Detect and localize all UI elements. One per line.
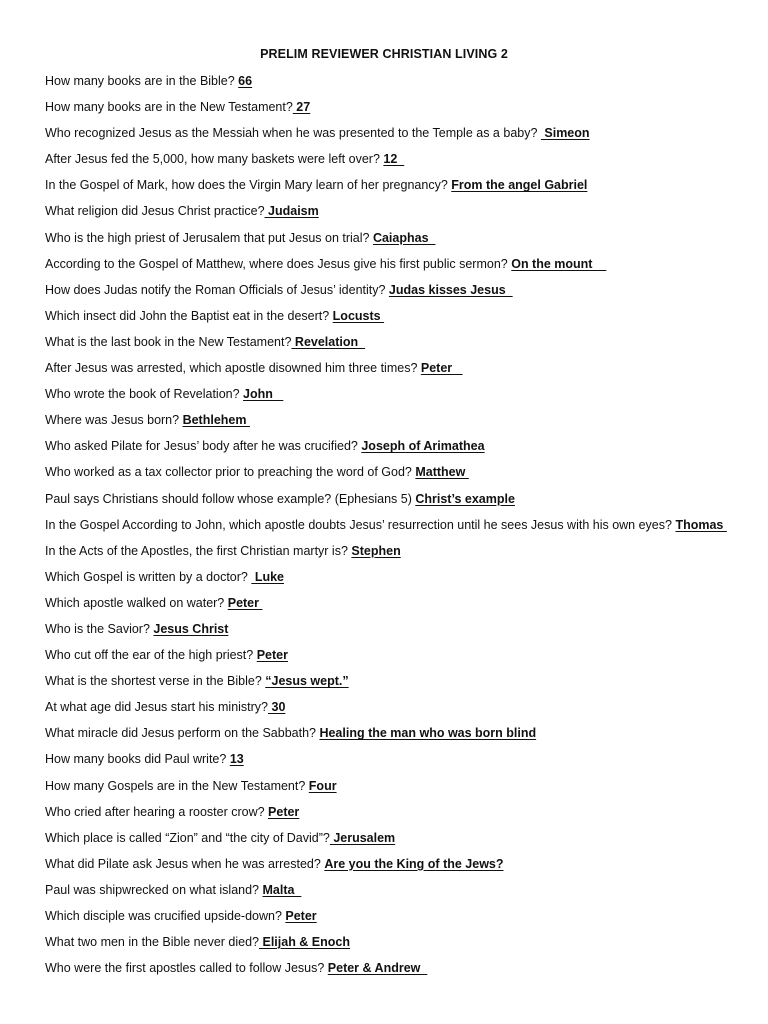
qa-item [45,515,760,541]
answer-text: Peter [285,909,317,923]
qa-item [45,958,760,984]
document-title: PRELIM REVIEWER CHRISTIAN LIVING 2 [260,47,508,61]
answer-text: Four [308,778,337,793]
qa-item [45,906,760,932]
qa-item [45,776,760,802]
answer-text: Peter [256,648,288,663]
question-text: Paul says Christians should follow whose example? (Ephesians 5) [45,491,416,506]
question-text: Who worked as a tax collector prior to preaching the word of God? [45,465,416,480]
answer-text: Judaism [264,204,319,219]
question-text: Which disciple was crucified upside-down? [45,909,286,923]
answer-text: Are you the King of the Jews? [324,856,504,871]
question-text: Paul was shipwrecked on what island? [45,882,263,897]
answer-text: Judas kisses Jesus [388,282,513,297]
answer-text: Joseph of Arimathea [361,439,485,454]
question-text: In the Acts of the Apostles, the first Christian martyr is? [45,543,352,558]
qa-item [45,723,760,749]
qa-item [45,71,760,97]
question-text: At what age did Jesus start his ministry? [45,700,269,715]
answer-text: 12 [383,152,405,167]
qa-item [45,593,760,619]
question-text: Who is the Savior? [45,621,154,636]
question-text: What miracle did Jesus perform on the Sabbath? [45,726,320,741]
qa-item [45,462,760,488]
answer-text: Matthew [415,465,469,480]
question-text: In the Gospel of Mark, how does the Virgin Mary learn of her pregnancy? [45,178,452,193]
answer-text: Stephen [351,543,401,558]
qa-item [45,489,760,515]
answer-text: John [243,387,284,402]
question-text: Who cut off the ear of the high priest? [45,648,257,663]
qa-item [45,619,760,645]
qa-item [45,410,760,436]
question-text: In the Gospel According to John, which apostle doubts Jesus’ resurrection until he sees Jesus with his own eyes? [45,517,676,532]
answer-text: 27 [292,100,311,115]
qa-item [45,854,760,880]
question-text: How many books are in the Bible? [45,74,239,88]
question-answer-list [45,71,760,984]
question-text: After Jesus was arrested, which apostle disowned him three times? [45,361,421,376]
answer-text: Peter [268,804,300,819]
answer-text: Healing the man who was born blind [319,726,537,741]
answer-text: Peter & Andrew [327,961,428,976]
question-text: What is the last book in the New Testament? [45,334,292,349]
answer-text: Caiaphas [372,230,436,245]
answer-text: Bethlehem [182,413,250,428]
question-text: Who recognized Jesus as the Messiah when he was presented to the Temple as a baby? [45,126,541,141]
answer-text: Malta [262,882,302,897]
question-text: What two men in the Bible never died? [45,935,260,950]
answer-text: Luke [251,569,284,584]
qa-item [45,280,760,306]
answer-text: Locusts [332,308,385,323]
answer-text: Thomas [675,517,727,532]
question-text: Who were the first apostles called to follow Jesus? [45,961,328,976]
question-text: After Jesus fed the 5,000, how many baskets were left over? [45,152,384,167]
answer-text: Christ’s example [415,491,515,506]
qa-item [45,567,760,593]
question-text: Which apostle walked on water? [45,595,228,610]
answer-text: 66 [238,74,253,88]
qa-item [45,932,760,958]
answer-text: Elijah & Enoch [259,935,351,950]
question-text: Who is the high priest of Jerusalem that put Jesus on trial? [45,230,373,245]
question-text: Which place is called “Zion” and “the city of David”? [45,830,330,845]
question-text: Which Gospel is written by a doctor? [45,569,252,584]
answer-text: Simeon [540,126,590,141]
qa-item [45,228,760,254]
question-text: How many books are in the New Testament? [45,100,293,115]
qa-item [45,175,760,201]
qa-item [45,697,760,723]
qa-item [45,97,760,123]
answer-text: On the mount [511,256,607,271]
qa-item [45,254,760,280]
question-text: What did Pilate ask Jesus when he was arrested? [45,856,325,871]
qa-item [45,541,760,567]
qa-item [45,358,760,384]
question-text: How many books did Paul write? [45,752,230,767]
answer-text: Jesus Christ [153,621,229,636]
question-text: How does Judas notify the Roman Officials of Jesus’ identity? [45,282,389,297]
question-text: How many Gospels are in the New Testament? [45,778,309,793]
question-text: Which insect did John the Baptist eat in the desert? [45,308,333,323]
question-text: Where was Jesus born? [45,413,183,428]
question-text: Who asked Pilate for Jesus’ body after he was crucified? [45,439,362,454]
question-text: According to the Gospel of Matthew, where does Jesus give his first public sermon? [45,256,512,271]
qa-item [45,802,760,828]
qa-item [45,828,760,854]
qa-item [45,880,760,906]
answer-text: Revelation [291,334,366,349]
answer-text: 13 [229,752,244,767]
question-text: Who cried after hearing a rooster crow? [45,804,269,819]
qa-item [45,749,760,775]
answer-text: Peter [227,595,263,610]
qa-item [45,123,760,149]
qa-item [45,149,760,175]
answer-text: Peter [420,361,463,376]
question-text: What religion did Jesus Christ practice? [45,204,265,219]
qa-item [45,436,760,462]
qa-item [45,671,760,697]
answer-text: 30 [268,700,286,715]
qa-item [45,645,760,671]
answer-text: “Jesus wept.” [265,674,349,689]
question-text: What is the shortest verse in the Bible? [45,674,266,689]
question-text: Who wrote the book of Revelation? [45,387,244,402]
qa-item [45,201,760,227]
qa-item [45,306,760,332]
answer-text: From the angel Gabriel [451,178,588,193]
answer-text: Jerusalem [329,830,396,845]
qa-item [45,384,760,410]
qa-item [45,332,760,358]
